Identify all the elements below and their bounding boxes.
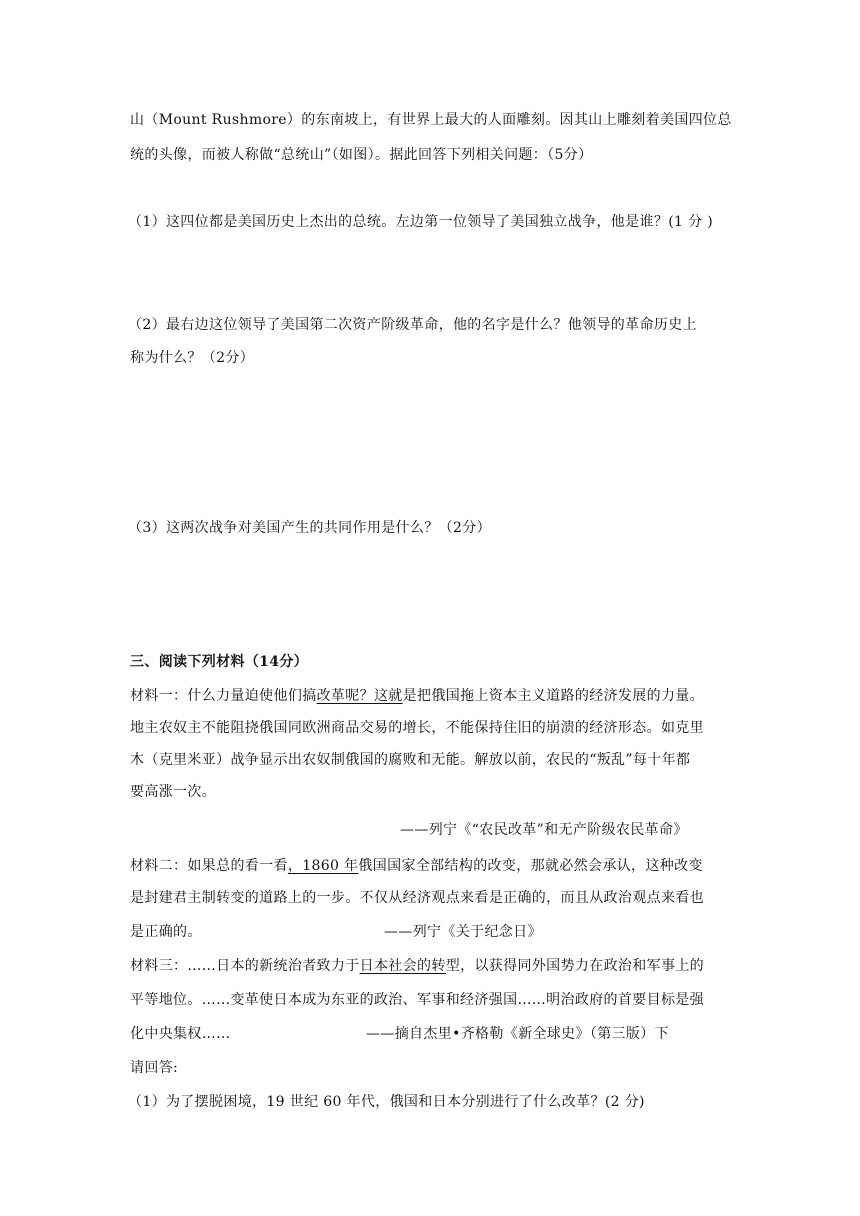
material-3-line-3: 化中央集权……: [130, 1026, 231, 1042]
question-2-line-2: 称为什么？（2分）: [130, 350, 255, 366]
material-1-underlined: 改革呢？这就: [316, 688, 403, 704]
material-2-line-1: [130, 856, 703, 876]
material-2-text-a: 材料二：如果总的看一看: [130, 858, 288, 874]
material-2-line-3: 是正确的。: [130, 924, 202, 940]
section-3-question-1: （1）为了摆脱困境，19 世纪 60 年代，俄国和日本分别进行了什么改革？(2 分): [128, 1094, 645, 1110]
material-1-line-3: 木（克里米亚）战争显示出农奴制俄国的腐败和无能。解放以前，农民的“叛乱”每十年都: [130, 752, 691, 768]
material-2-line-2: 是封建君主制转变的道路上的一步。不仅从经济观点来看是正确的，而且从政治观点来看也: [130, 890, 704, 906]
intro-line-1: 山（Mount Rushmore）的东南坡上，有世界上最大的人面雕刻。因其山上雕刻着美国四位总: [130, 112, 732, 128]
question-1: （1）这四位都是美国历史上杰出的总统。左边第一位领导了美国独立战争，他是谁？(1 分 ): [128, 214, 714, 230]
material-3-line-1: [130, 956, 704, 976]
section-3-title: 三、阅读下列材料（14分）: [130, 654, 309, 670]
material-3-line-2: 平等地位。……变革使日本成为东亚的政治、军事和经济强国……明治政府的首要目标是强: [130, 992, 704, 1008]
material-3-source: ——摘自杰里•齐格勒《新全球史》（第三版）下: [366, 1026, 669, 1042]
material-3-underlined: 日本社会的转: [359, 958, 446, 974]
material-2-underlined: ，1860 年: [287, 858, 359, 874]
answer-prompt: 请回答:: [130, 1060, 179, 1076]
material-1-text-b: 是把俄国拖上资本主义道路的经济发展的力量。: [402, 688, 705, 704]
question-3: （3）这两次战争对美国产生的共同作用是什么？（2分）: [128, 520, 491, 536]
material-1-line-2: 地主农奴主不能阻挠俄国同欧洲商品交易的增长，不能保持住旧的崩溃的经济形态。如克里: [130, 720, 704, 736]
material-2-text-b: 俄国国家全部结构的改变，那就必然会承认，这种改变: [358, 858, 703, 874]
material-1-line-1: [130, 686, 704, 706]
intro-line-2: 统的头像，而被人称做“总统山”（如图）。据此回答下列相关问题：（5分）: [130, 147, 593, 163]
material-1-line-4: 要高涨一次。: [130, 784, 217, 800]
question-2-line-1: （2）最右边这位领导了美国第二次资产阶级革命，他的名字是什么？他领导的革命历史上: [128, 317, 697, 333]
material-3-text-b: 型，以获得同外国势力在政治和军事上的: [445, 958, 705, 974]
material-1-text-a: 材料一：什么力量迫使他们搞: [130, 688, 317, 704]
material-2-source: ——列宁《关于纪念日》: [384, 924, 542, 940]
material-3-text-a: 材料三：……日本的新统治者致力于: [130, 958, 360, 974]
material-1-source: ——列宁《“农民改革”和无产阶级农民革命》: [400, 822, 688, 838]
